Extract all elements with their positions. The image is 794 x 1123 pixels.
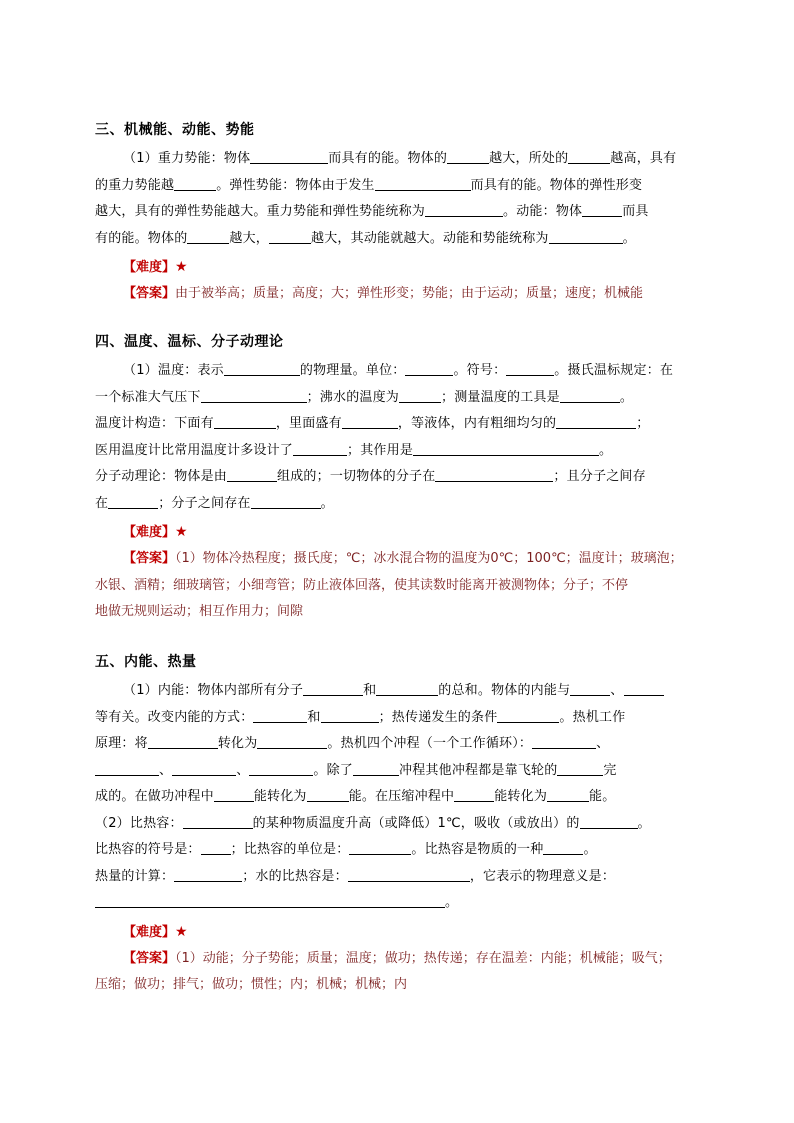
answer-row: 【答案】（1）物体冷热程度；摄氏度；℃；冰水混合物的温度为0℃；100℃；温度计；玻璃泡； 水银、酒精；细玻璃管；小细弯管；防止液体回落，使其读数时能离开被测物体；分子；不停 地做无规则运动；相互作用力；间隙 — [95, 551, 683, 619]
section-body — [95, 358, 705, 517]
body-line: （1）重力势能：物体 而具有的能。物体的 越大，所处的 越高，具有 — [123, 151, 677, 166]
body-line: 一个标准大气压下 ；沸水的温度为 ；测量温度的工具是 。 — [95, 389, 634, 405]
section-temperature — [95, 332, 705, 626]
section-title: 四、温度、温标、分子动理论 — [95, 334, 284, 350]
body-line: 的重力势能越 。弹性势能：物体由于发生 而具有的能。物体的弹性形变 — [95, 177, 643, 193]
section-mechanical-energy — [95, 120, 705, 308]
answer-row: 【答案】由于被举高；质量；高度；大；弹性形变；势能；由于运动；质量；速度；机械能 — [123, 286, 644, 301]
section-title: 三、机械能、动能、势能 — [95, 122, 255, 138]
difficulty-row: 【难度】★ — [123, 923, 188, 940]
body-line: （1）温度：表示 的物理量。单位： 。符号： 。摄氏温标规定：在 — [123, 363, 674, 378]
star-icon: ★ — [175, 524, 188, 540]
body-line: （2）比热容： 的某种物质温度升高（或降低）1℃，吸收（或放出）的 。 — [95, 815, 651, 831]
body-line: 分子动理论：物体是由 组成的；一切物体的分子在 ；且分子之间存 — [95, 469, 646, 484]
body-line: 等有关。改变内能的方式： 和 ；热传递发生的条件 。热机工作 — [95, 709, 626, 725]
section-body — [95, 678, 705, 917]
body-line: 有的能。物体的 越大， 越大，其动能就越大。动能和势能统称为 。 — [95, 230, 636, 246]
body-line: 温度计构造：下面有 ，里面盛有 ，等液体，内有粗细均匀的 ； — [95, 416, 650, 431]
body-line: 医用温度计比常用温度计多设计了 ；其作用是 。 — [95, 442, 613, 458]
body-line: 、 、 。除了 冲程其他冲程都是靠飞轮的 完 — [95, 758, 705, 785]
body-line: 比热容的符号是： ；比热容的单位是： 。比热容是物质的一种 。 — [95, 842, 597, 857]
star-icon: ★ — [175, 259, 188, 275]
body-line: 成的。在做功冲程中 能转化为 能。在压缩冲程中 能转化为 能。 — [95, 789, 616, 804]
section-internal-energy — [95, 652, 705, 999]
body-line: 越大，具有的弹性势能越大。重力势能和弹性势能统称为 。动能：物体 而具 — [95, 204, 649, 219]
body-line: 在 ；分子之间存在 。 — [95, 495, 334, 511]
section-title: 五、内能、热量 — [95, 654, 197, 670]
body-line: 热量的计算： ；水的比热容是： ，它表示的物理意义是： — [95, 868, 616, 884]
section-body — [95, 146, 705, 252]
answer-row: 【答案】（1）动能；分子势能；质量；温度；做功；热传递；存在温差：内能；机械能；吸气； 压缩；做功；排气；做功；惯性；内；机械；机械；内 — [95, 950, 671, 992]
star-icon: ★ — [175, 923, 188, 940]
body-line: 原理：将 转化为 。热机四个冲程（一个工作循环）： 、 — [95, 736, 610, 751]
difficulty-row: 【难度】★ — [123, 259, 188, 275]
body-line: （1）内能：物体内部所有分子 和 的总和。物体的内能与 、 — [95, 678, 705, 705]
body-line: 。 — [95, 890, 705, 917]
difficulty-row: 【难度】★ — [123, 524, 188, 540]
